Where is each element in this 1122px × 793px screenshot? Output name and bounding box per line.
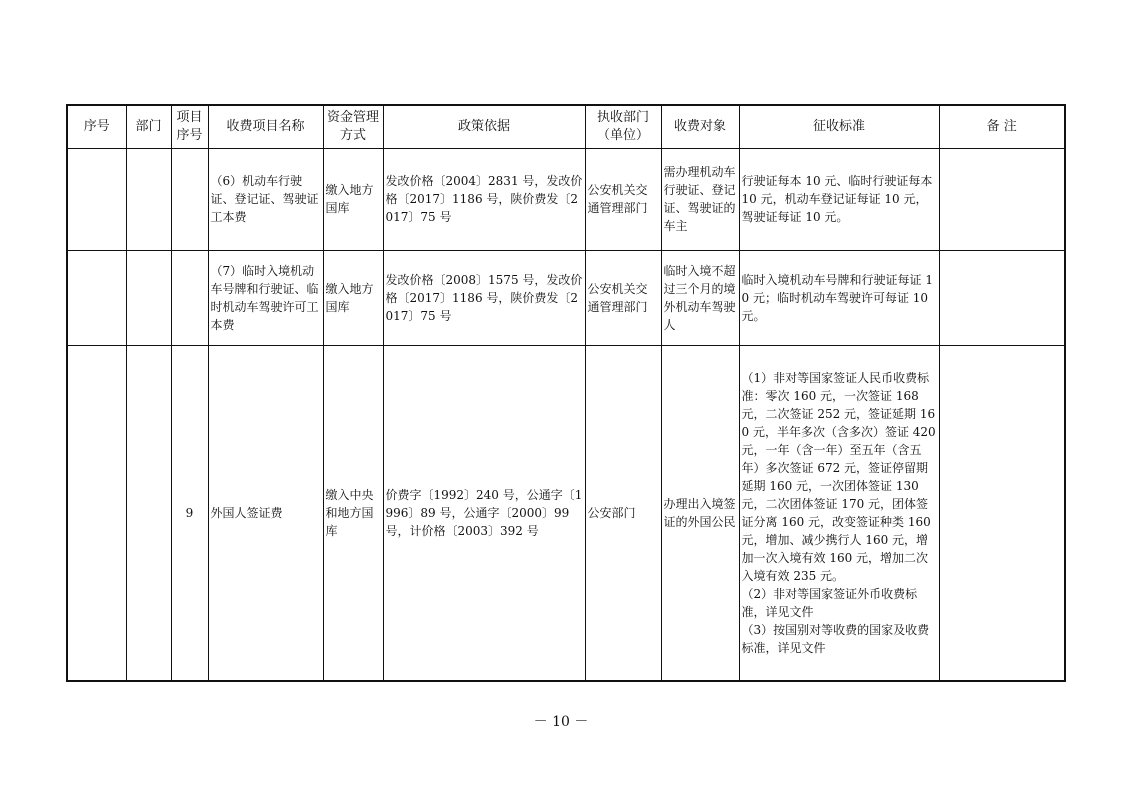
cell-item-name: （7）临时入境机动车号牌和行驶证、临时机动车驾驶许可工本费 xyxy=(208,250,323,345)
cell-target: 需办理机动车行驶证、登记证、驾驶证的车主 xyxy=(661,148,739,250)
cell-seq xyxy=(67,250,126,345)
cell-item-seq: 9 xyxy=(171,345,208,681)
cell-item-name: 外国人签证费 xyxy=(208,345,323,681)
cell-item-seq xyxy=(171,148,208,250)
cell-fund-mgmt: 缴入地方国库 xyxy=(323,250,383,345)
standard-item-3: （3）按国别对等收费的国家及收费标准，详见文件 xyxy=(741,622,930,655)
header-item-seq: 项目序号 xyxy=(171,105,208,148)
cell-collector: 公安机关交通管理部门 xyxy=(585,148,661,250)
cell-policy: 发改价格〔2004〕2831 号，发改价格〔2017〕1186 号，陕价费发〔2017〕75 号 xyxy=(383,148,585,250)
cell-fund-mgmt: 缴入地方国库 xyxy=(323,148,383,250)
cell-policy: 价费字〔1992〕240 号，公通字〔1996〕89 号，公通字〔2000〕99 号，计价格〔2003〕392 号 xyxy=(383,345,585,681)
cell-policy: 发改价格〔2008〕1575 号，发改价格〔2017〕1186 号，陕价费发〔2017〕75 号 xyxy=(383,250,585,345)
cell-seq xyxy=(67,345,126,681)
header-item-name: 收费项目名称 xyxy=(208,105,323,148)
cell-remark xyxy=(939,250,1065,345)
cell-collector: 公安机关交通管理部门 xyxy=(585,250,661,345)
cell-target: 办理出入境签证的外国公民 xyxy=(661,345,739,681)
standard-item-1: （1）非对等国家签证人民币收费标准：零次 160 元，一次签证 168 元，二次签证 252 元，签证延期 160 元，半年多次（含多次）签证 420 元，一年（含一年）至五年（含五年）多次签证 672 元，签证停留期延期 160 元，一次团体签证 130 元，二次团体签证 170 元，团体签证分离 160 元，改变签证种类 160 元，增加、减少携行人 160 元，增加一次入境有效 160 元，增加二次入境有效 235 元。 xyxy=(741,370,936,583)
cell-dept xyxy=(126,250,171,345)
header-collector: 执收部门（单位） xyxy=(585,105,661,148)
cell-dept xyxy=(126,148,171,250)
cell-remark xyxy=(939,345,1065,681)
page-number: － 10 － xyxy=(533,714,589,730)
cell-fund-mgmt: 缴入中央和地方国库 xyxy=(323,345,383,681)
cell-item-seq xyxy=(171,250,208,345)
cell-standard xyxy=(739,345,939,681)
cell-target: 临时入境不超过三个月的境外机动车驾驶人 xyxy=(661,250,739,345)
header-target: 收费对象 xyxy=(661,105,739,148)
standard-item-2: （2）非对等国家签证外币收费标准，详见文件 xyxy=(741,586,918,619)
table-row xyxy=(67,148,1065,250)
header-standard: 征收标准 xyxy=(739,105,939,148)
header-seq: 序号 xyxy=(67,105,126,148)
table-header-row xyxy=(67,105,1065,148)
cell-item-name: （6）机动车行驶证、登记证、驾驶证工本费 xyxy=(208,148,323,250)
header-remark: 备 注 xyxy=(939,105,1065,148)
cell-seq xyxy=(67,148,126,250)
fee-table xyxy=(66,104,1066,682)
table-row xyxy=(67,250,1065,345)
cell-dept xyxy=(126,345,171,681)
header-fund-mgmt: 资金管理方式 xyxy=(323,105,383,148)
cell-standard: 临时入境机动车号牌和行驶证每证 10 元；临时机动车驾驶许可每证 10 元。 xyxy=(739,250,939,345)
cell-standard: 行驶证每本 10 元、临时行驶证每本 10 元，机动车登记证每证 10 元，驾驶证每证 10 元。 xyxy=(739,148,939,250)
header-policy: 政策依据 xyxy=(383,105,585,148)
header-dept: 部门 xyxy=(126,105,171,148)
cell-collector: 公安部门 xyxy=(585,345,661,681)
table-row xyxy=(67,345,1065,681)
cell-remark xyxy=(939,148,1065,250)
